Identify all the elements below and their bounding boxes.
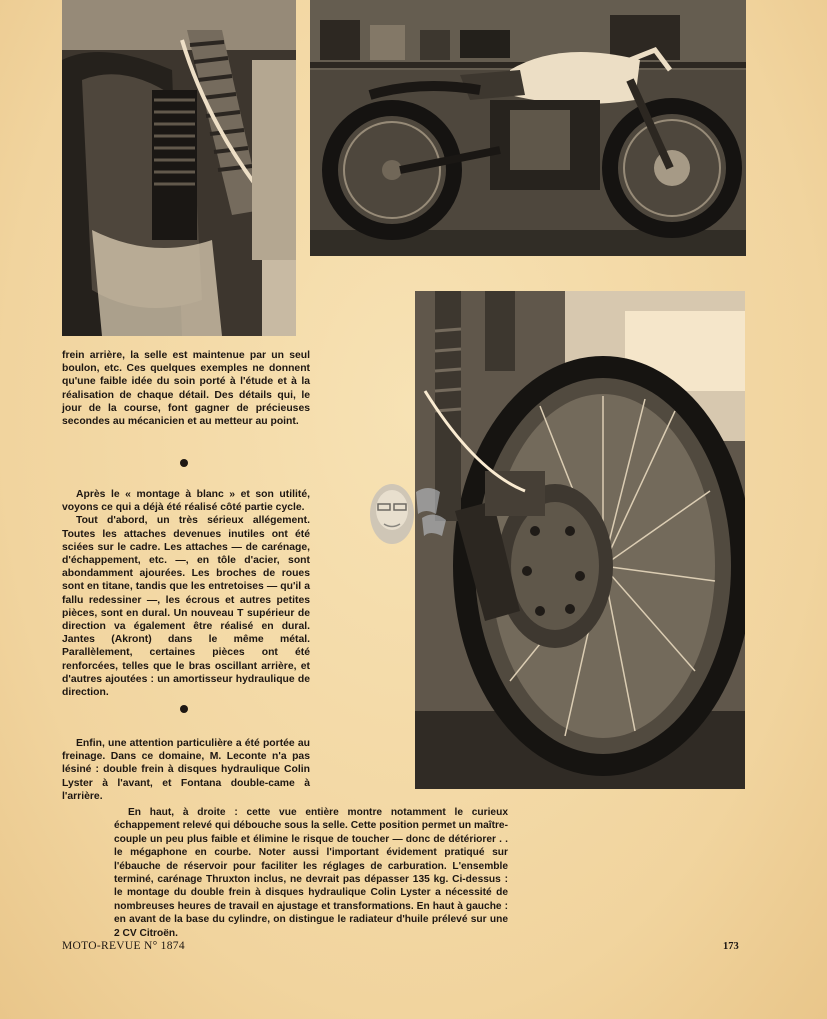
section-bullet-2 xyxy=(180,705,188,713)
article-paragraph-2a: Après le « montage à blanc » et son utilité, voyons ce qui a déjà été réalisé côté partie cycle. xyxy=(62,489,310,514)
article-paragraph-1: frein arrière, la selle est maintenue par un seul boulon, etc. Ces quelques exemples ne donnent qu'une faible idée du soin porté à l'étude et à la réalisation de chaque détail. Des détails qui, le jour de la course, font gagner de précieuses secondes au mécanicien et au metteur au point. xyxy=(62,350,310,428)
photo-front-disc-brake xyxy=(415,291,745,789)
article-paragraph-2 xyxy=(62,488,310,699)
footer-page-number: 173 xyxy=(723,941,739,952)
photo-caption-text: En haut, à droite : cette vue entière montre notamment le curieux échappement relevé qui débouche sous la selle. Cette position permet un maître-couple un peu plus faible et élimine le risque de toucher — donc de détériorer . . le mégaphone en courbe. Noter aussi l'important évidement pratiqué sur l'ébauche de réservoir pour faciliter les réglages de carburation. L'ensemble terminé, carénage Thruxton inclus, ne devrait pas dépasser 135 kg. Ci-dessus : le montage du double frein à disques hydraulique Colin Lyster a nécessité de nombreuses heures de travail en ajustage et transformations. En haut à gauche : en avant de la base du cylindre, on distingue le radiateur d'huile prélevé sur une 2 CV Citroën. xyxy=(114,807,508,939)
photo-rear-shock-closeup xyxy=(62,0,296,336)
section-bullet-1 xyxy=(180,459,188,467)
photo-full-motorcycle xyxy=(310,0,746,256)
article-paragraph-3-text: Enfin, une attention particulière a été portée au freinage. Dans ce domaine, M. Leconte n'a pas lésiné : double frein à disques hydraulique Colin Lyster à l'avant, et Fontana double-came à l'arrière. xyxy=(62,738,310,802)
watermark-portrait xyxy=(366,474,458,548)
footer-magazine-issue: MOTO-REVUE N° 1874 xyxy=(62,940,185,952)
article-paragraph-2b: Tout d'abord, un très sérieux allégement. Toutes les attaches devenues inutiles ont été sciées sur le cadre. Les attaches — de carénage, d'échappement, etc. —, en tôle d'acier, sont abondamment ajourées. Les broches de roues sont en titane, tandis que les entretoises — qu'il a fallu redessiner —, les écrous et autres petites pièces, sont en dural. Un nouveau T supérieur de direction va également être réalisé en dural. Jantes (Akront) dans le même métal. Parallèlement, certaines pièces ont été renforcées, telles que le bras oscillant arrière, et d'autres ajoutées : un amortisseur hydraulique de direction. xyxy=(62,515,310,699)
article-paragraph-3 xyxy=(62,737,310,803)
photo-caption xyxy=(114,806,508,940)
